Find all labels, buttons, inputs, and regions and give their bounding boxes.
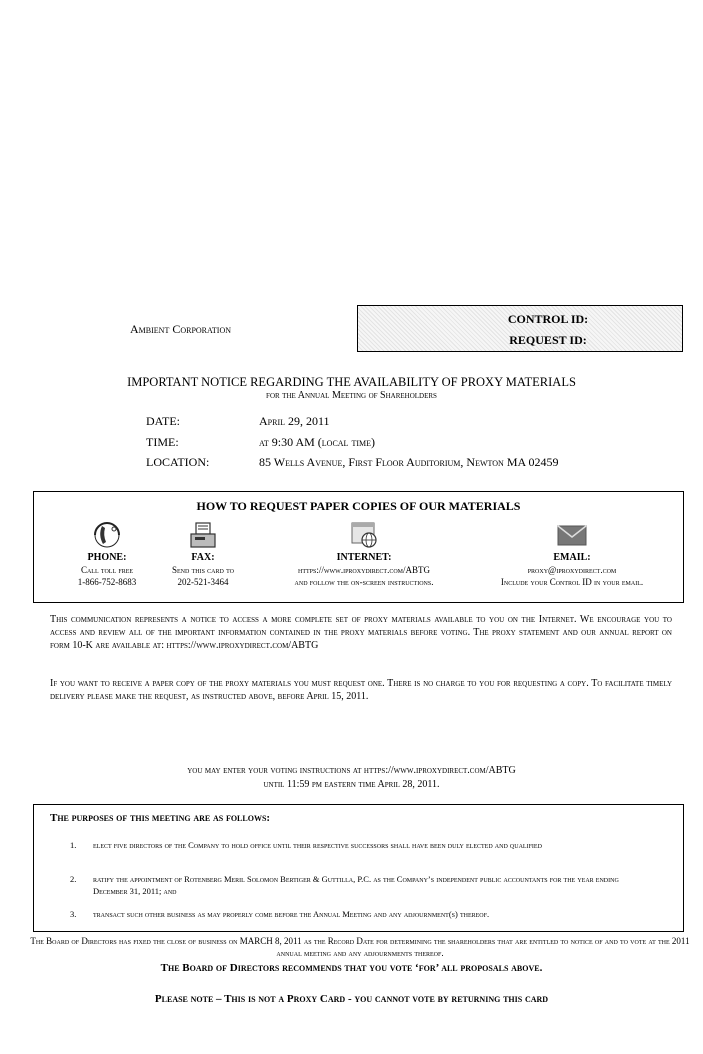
purpose-text: elect five directors of the Company to hold office until their respective successors shall have been duly elected and qualified: [93, 840, 542, 850]
company-name: Ambient Corporation: [130, 322, 232, 336]
fax-icon: [186, 520, 220, 550]
internet-url[interactable]: https://www.iproxydirect.com/ABTG: [298, 565, 430, 575]
request-copies-box: [33, 491, 684, 603]
email-instructions: Include your Control ID in your email.: [500, 577, 644, 587]
purpose-number: 3.: [70, 909, 77, 919]
date-value: April 29, 2011: [259, 414, 330, 428]
phone-number[interactable]: 1-866-752-8683: [77, 577, 137, 587]
fax-label: FAX:: [191, 552, 215, 563]
internet-icon: [347, 520, 381, 550]
paper-copy-paragraph: If you want to receive a paper copy of the proxy materials you must request one. There is no charge to you for requesting a copy. To facilitate timely delivery please make the request, as instructed above, before April 15, 2011.: [50, 678, 672, 702]
email-address[interactable]: proxy@iproxydirect.com: [527, 565, 617, 575]
time-label: TIME:: [146, 435, 179, 449]
board-recommendation: The Board of Directors recommends that you vote ‘for’ all proposals above.: [160, 962, 543, 974]
date-label: DATE:: [146, 414, 180, 428]
voting-instructions: [0, 764, 703, 792]
email-method: [472, 520, 672, 588]
phone-label: PHONE:: [87, 552, 127, 563]
notice-title: IMPORTANT NOTICE REGARDING THE AVAILABILITY OF PROXY MATERIALS: [127, 375, 576, 389]
fax-number[interactable]: 202-521-3464: [177, 577, 229, 587]
internet-instructions: and follow the on-screen instructions.: [294, 577, 434, 587]
purpose-text: transact such other business as may properly come before the Annual Meeting and any adjournment(s) thereof.: [93, 909, 490, 919]
location-label: LOCATION:: [146, 455, 210, 469]
not-proxy-card-note: Please note – This is not a Proxy Card - you cannot vote by returning this card: [154, 993, 549, 1005]
purpose-text: ratify the appointment of Rotenberg Meril Solomon Bertiger & Guttilla, P.C. as the Company’s independent public accountants for the year ending December 31, 2011; and: [93, 874, 619, 896]
internet-label: INTERNET:: [336, 552, 392, 563]
internet-method: [259, 520, 469, 588]
notice-subtitle: for the Annual Meeting of Shareholders: [266, 390, 437, 401]
notice-paragraph: This communication represents a notice to access a more complete set of proxy materials available to you on the Internet. We encourage you to access and review all of the important information contained in the proxy materials before voting. The proxy statement and our annual report on form 10-K are available at: https://www.iproxydirect.com/ABTG: [50, 614, 672, 651]
email-icon: [555, 520, 589, 550]
voting-line-1: you may enter your voting instructions at https://www.iproxydirect.com/ABTG: [187, 765, 516, 776]
fax-method: [148, 520, 258, 588]
request-box-title: HOW TO REQUEST PAPER COPIES OF OUR MATERIALS: [196, 499, 521, 513]
purposes-title: The purposes of this meeting are as follows:: [50, 812, 271, 824]
voting-line-2: until 11:59 pm eastern time April 28, 2011.: [263, 779, 440, 790]
purposes-box: [33, 804, 684, 932]
email-label: EMAIL:: [553, 552, 591, 563]
time-value: at 9:30 AM (local time): [259, 435, 375, 449]
location-value: 85 Wells Avenue, First Floor Auditorium, Newton MA 02459: [259, 455, 559, 469]
control-id-box: [357, 305, 683, 352]
record-date-statement: The Board of Directors has fixed the close of business on MARCH 8, 2011 as the Record Date for determining the shareholders that are entitled to notice of and to vote at the 2011 annual meeting and any adjournments thereof.: [30, 936, 690, 958]
request-id-label: REQUEST ID:: [509, 333, 587, 347]
phone-line1: Call toll free: [80, 565, 134, 575]
phone-icon: [90, 520, 124, 550]
control-id-label: CONTROL ID:: [507, 312, 589, 326]
fax-line1: Send this card to: [172, 565, 234, 575]
purpose-number: 1.: [70, 840, 77, 850]
purpose-number: 2.: [70, 874, 77, 884]
phone-method: [52, 520, 162, 588]
